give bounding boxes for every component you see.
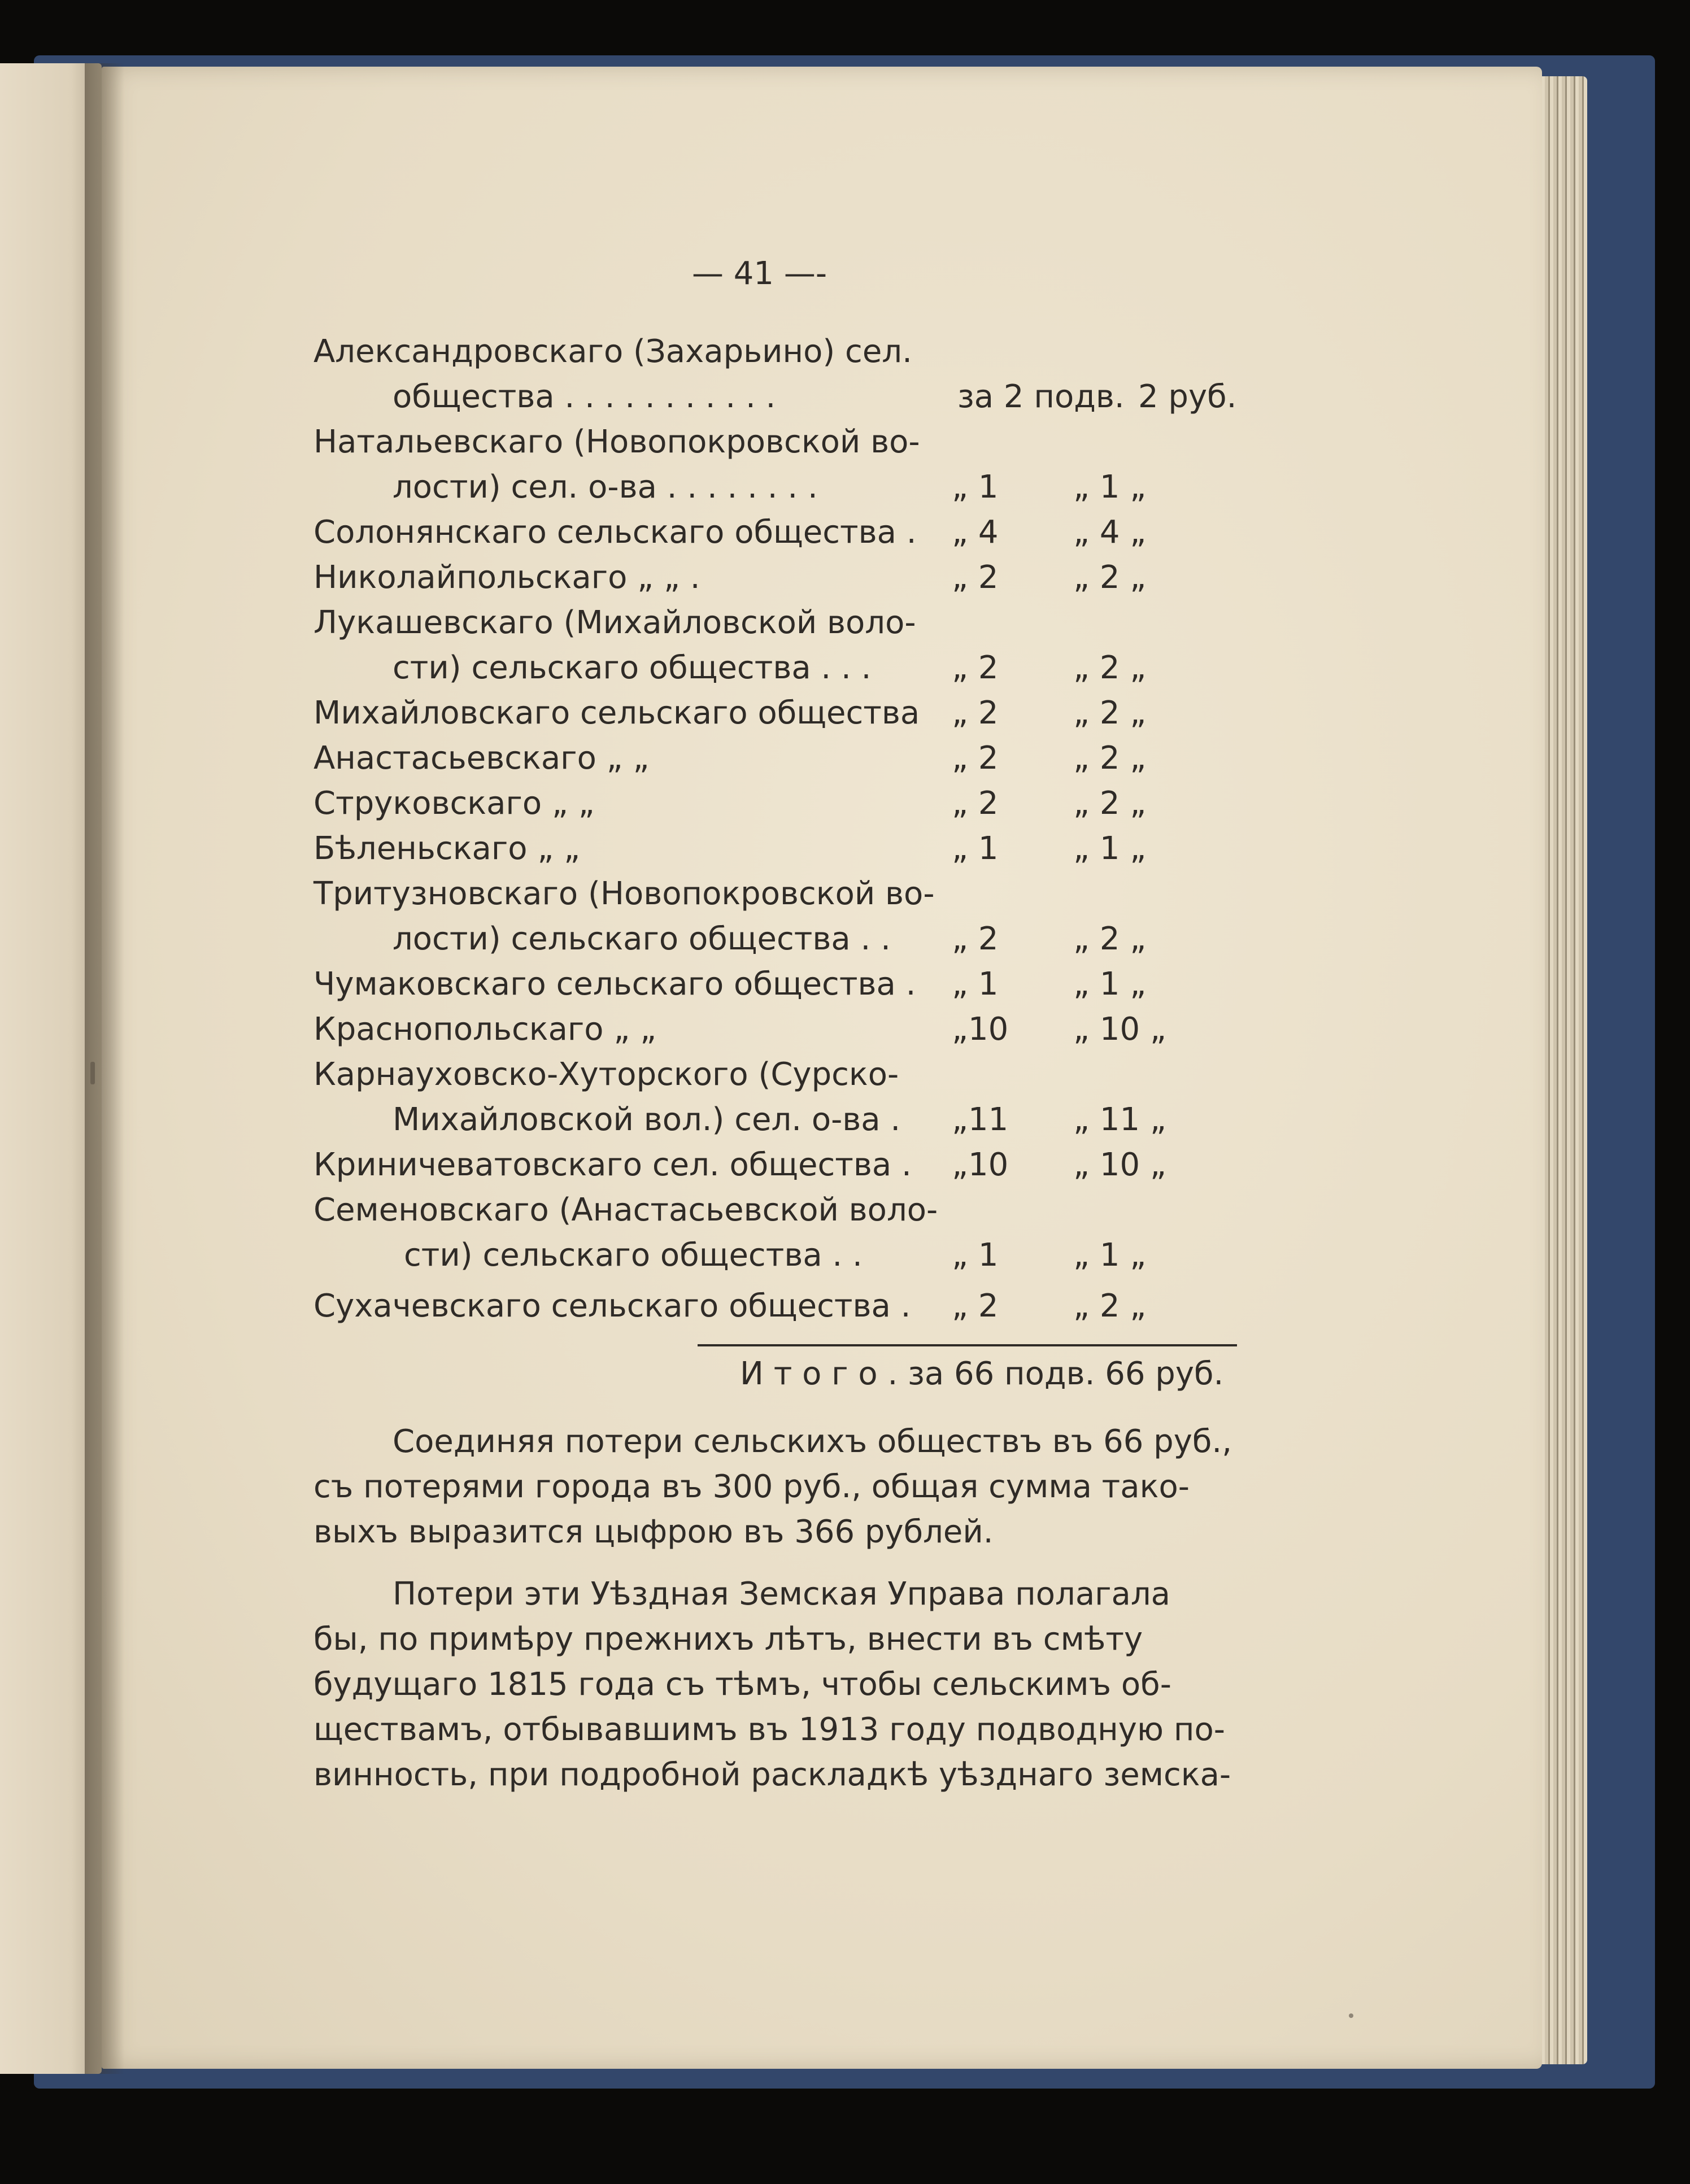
entry-carts: „10 (952, 1147, 1009, 1183)
entry-name-continued: лости) сельскаго общества . . (393, 921, 891, 957)
entry-name: Михайловскаго сельскаго общества (313, 695, 920, 731)
entry-name: Сухачевскаго сельскаго общества . (313, 1288, 911, 1324)
entry-name: Александровскаго (Захарьино) сел. (313, 333, 912, 370)
entry-carts: „ 4 (952, 514, 999, 551)
entry-carts: „ 2 (952, 559, 999, 596)
paragraph-line: Соединяя потери сельскихъ обществъ въ 66 руб., (393, 1423, 1232, 1460)
entry-carts: „10 (952, 1011, 1009, 1048)
paper-speck (1349, 2013, 1353, 2018)
entry-carts: „ 1 (952, 966, 999, 1002)
entry-rubles: „ 2 „ (1073, 1288, 1147, 1324)
paragraph-line: Потери эти Уѣздная Земская Управа полагала (393, 1576, 1170, 1612)
entry-name: Лукашевскаго (Михайловской воло- (313, 604, 916, 641)
entry-name: Криничеватовскаго сел. общества . (313, 1147, 912, 1183)
entry-rubles: „ 1 „ (1073, 966, 1147, 1002)
entry-carts: „ 2 (952, 740, 999, 777)
paragraph-line: выхъ выразится цыфрою въ 366 рублей. (313, 1514, 994, 1550)
paragraph-line: будущаго 1815 года съ тѣмъ, чтобы сельскимъ об- (313, 1666, 1171, 1703)
entry-carts: „ 2 (952, 695, 999, 731)
paragraph-line: винность, при подробной раскладкѣ уѣзднаго земска- (313, 1756, 1231, 1793)
entry-rubles: 2 руб. (1138, 378, 1237, 415)
total-rule (698, 1344, 1237, 1346)
entry-carts: „ 1 (952, 830, 999, 867)
entry-name: Николайпольскаго „ „ . (313, 559, 700, 596)
entry-name-continued: лости) сел. о-ва . . . . . . . . (393, 469, 818, 505)
entry-rubles: „ 10 „ (1073, 1011, 1166, 1048)
entry-carts: „ 2 (952, 921, 999, 957)
entry-name: Натальевскаго (Новопокровской во- (313, 424, 920, 460)
entry-name-continued: сти) сельскаго общества . . . (393, 649, 872, 686)
entry-carts: „ 1 (952, 1237, 999, 1274)
entry-rubles: „ 1 „ (1073, 830, 1147, 867)
total-line: И т о г о . за 66 подв. 66 руб. (740, 1355, 1224, 1392)
page-number: — 41 —- (692, 255, 827, 292)
entry-carts: „ 1 (952, 469, 999, 505)
entry-rubles: „ 2 „ (1073, 785, 1147, 822)
paragraph-line: бы, по примѣру прежнихъ лѣтъ, внести въ смѣту (313, 1621, 1143, 1658)
paragraph-line: съ потерями города въ 300 руб., общая сумма тако- (313, 1468, 1190, 1505)
entry-rubles: „ 2 „ (1073, 695, 1147, 731)
entry-name: Карнауховско-Хуторского (Сурско- (313, 1056, 899, 1093)
paragraph-line: ществамъ, отбывавшимъ въ 1913 году подводную по- (313, 1711, 1225, 1748)
entry-name: Тритузновскаго (Новопокровской во- (313, 875, 935, 912)
entry-carts: за 2 подв. (957, 378, 1125, 415)
entry-rubles: „ 1 „ (1073, 1237, 1147, 1274)
entry-rubles: „ 11 „ (1073, 1101, 1166, 1138)
entry-carts: „ 2 (952, 649, 999, 686)
entry-rubles: „ 2 „ (1073, 740, 1147, 777)
entry-carts: „ 2 (952, 785, 999, 822)
entry-name-continued: сти) сельскаго общества . . (404, 1237, 863, 1274)
entry-name-continued: Михайловской вол.) сел. о-ва . (393, 1101, 901, 1138)
entry-name: Чумаковскаго сельскаго общества . (313, 966, 916, 1002)
entry-name-continued: общества . . . . . . . . . . . (393, 378, 776, 415)
entry-rubles: „ 2 „ (1073, 921, 1147, 957)
entry-name: Семеновскаго (Анастасьевской воло- (313, 1192, 938, 1228)
entry-rubles: „ 10 „ (1073, 1147, 1166, 1183)
entry-rubles: „ 2 „ (1073, 559, 1147, 596)
entry-rubles: „ 4 „ (1073, 514, 1147, 551)
page-mark (90, 1062, 95, 1084)
entry-name: Струковскаго „ „ (313, 785, 595, 822)
entry-rubles: „ 2 „ (1073, 649, 1147, 686)
entry-name: Бѣленьскаго „ „ (313, 830, 581, 867)
entry-rubles: „ 1 „ (1073, 469, 1147, 505)
entry-carts: „ 2 (952, 1288, 999, 1324)
entry-name: Краснопольскаго „ „ (313, 1011, 657, 1048)
entry-name: Солонянскаго сельскаго общества . (313, 514, 917, 551)
entry-carts: „11 (952, 1101, 1009, 1138)
entry-name: Анастасьевскаго „ „ (313, 740, 650, 777)
